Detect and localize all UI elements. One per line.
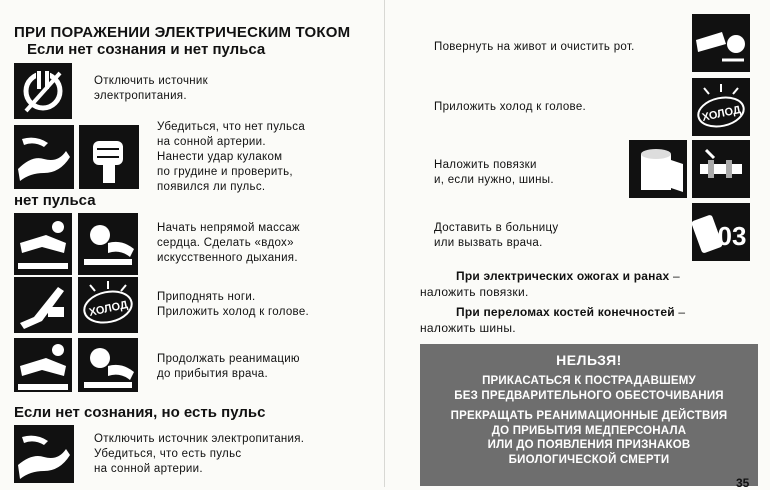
emergency-number: 03 [717,221,747,251]
section-heading-pulse-present: Если нет сознания, но есть пульс [14,404,266,421]
note-fractures-line2: наложить шины. [420,321,516,335]
step-continue-resuscitation: Продолжать реанимацию до прибытия врача. [157,353,300,380]
chest-compression-icon [14,213,72,275]
warning-line-touch: ПРИКАСАТЬСЯ К ПОСТРАДАВШЕМУ БЕЗ ПРЕДВАРИТЕЛЬНОГО ОБЕСТОЧИВАНИЯ [454,375,724,402]
raise-legs-icon [14,277,72,333]
warning-title: НЕЛЬЗЯ! [556,352,622,368]
note-burns-line2: наложить повязки. [420,285,529,299]
note-fractures-dash: – [674,305,686,319]
step-cold-to-head: Приложить холод к голове. [434,101,587,113]
page-title: ПРИ ПОРАЖЕНИИ ЭЛЕКТРИЧЕСКИМ ТОКОМ [14,24,351,41]
warning-banner [420,344,758,486]
warning-line-stop: ПРЕКРАЩАТЬ РЕАНИМАЦИОННЫЕ ДЕЙСТВИЯ ДО ПРИБЫТИЯ МЕДПЕРСОНАЛА ИЛИ ДО ПОЯВЛЕНИЯ ПРИЗНАКОВ БИОЛОГИЧЕСКОЙ СМЕРТИ [450,410,728,466]
step-disconnect-power: Отключить источник электропитания. [94,75,208,102]
recovery-position-icon [692,14,750,72]
precordial-thump-icon [79,125,139,189]
step-turn-on-stomach: Повернуть на живот и очистить рот. [434,41,635,53]
step-cpr: Начать непрямой массаж сердца. Сделать «вдох» искусственного дыхания. [157,222,300,264]
step-bandage-splint: Наложить повязки и, если нужно, шины. [434,159,554,186]
section-heading-pulse-absent: нет пульса [14,192,96,209]
note-burns-dash: – [669,269,680,283]
check-pulse-icon [14,425,74,483]
step-disconnect-check-pulse: Отключить источник электропитания. Убедиться, что есть пульс на сонной артерии. [94,433,305,475]
rescue-breath-icon [78,213,138,275]
step-check-pulse: Убедиться, что нет пульса на сонной артерии. Нанести удар кулаком по грудине и проверить, появился ли пульс. [157,121,306,193]
cold-pack-label: ХОЛОД [87,299,129,319]
note-fractures-bold: При переломах костей конечностей [456,305,675,319]
note-fractures [420,304,750,336]
note-burns [420,268,750,300]
splint-icon [692,140,750,198]
check-carotid-pulse-icon [14,125,74,189]
phone-call-icon [692,203,750,261]
power-plug-icon [14,63,72,119]
bandage-roll-icon [629,140,687,198]
section-heading-no-pulse: Если нет сознания и нет пульса [27,41,266,58]
note-burns-bold: При электрических ожогах и ранах [456,269,670,283]
page-number: 35 [736,476,750,490]
cold-pack-icon-right [692,78,750,136]
cold-pack-icon [78,277,138,333]
step-raise-legs-cold: Приподнять ноги. Приложить холод к голове. [157,291,310,318]
page-spine [384,0,385,487]
continue-breath-icon [78,338,138,392]
step-hospital: Доставить в больницу или вызвать врача. [434,222,559,249]
cold-pack-label-right: ХОЛОД [700,104,742,124]
continue-compression-icon [14,338,72,392]
